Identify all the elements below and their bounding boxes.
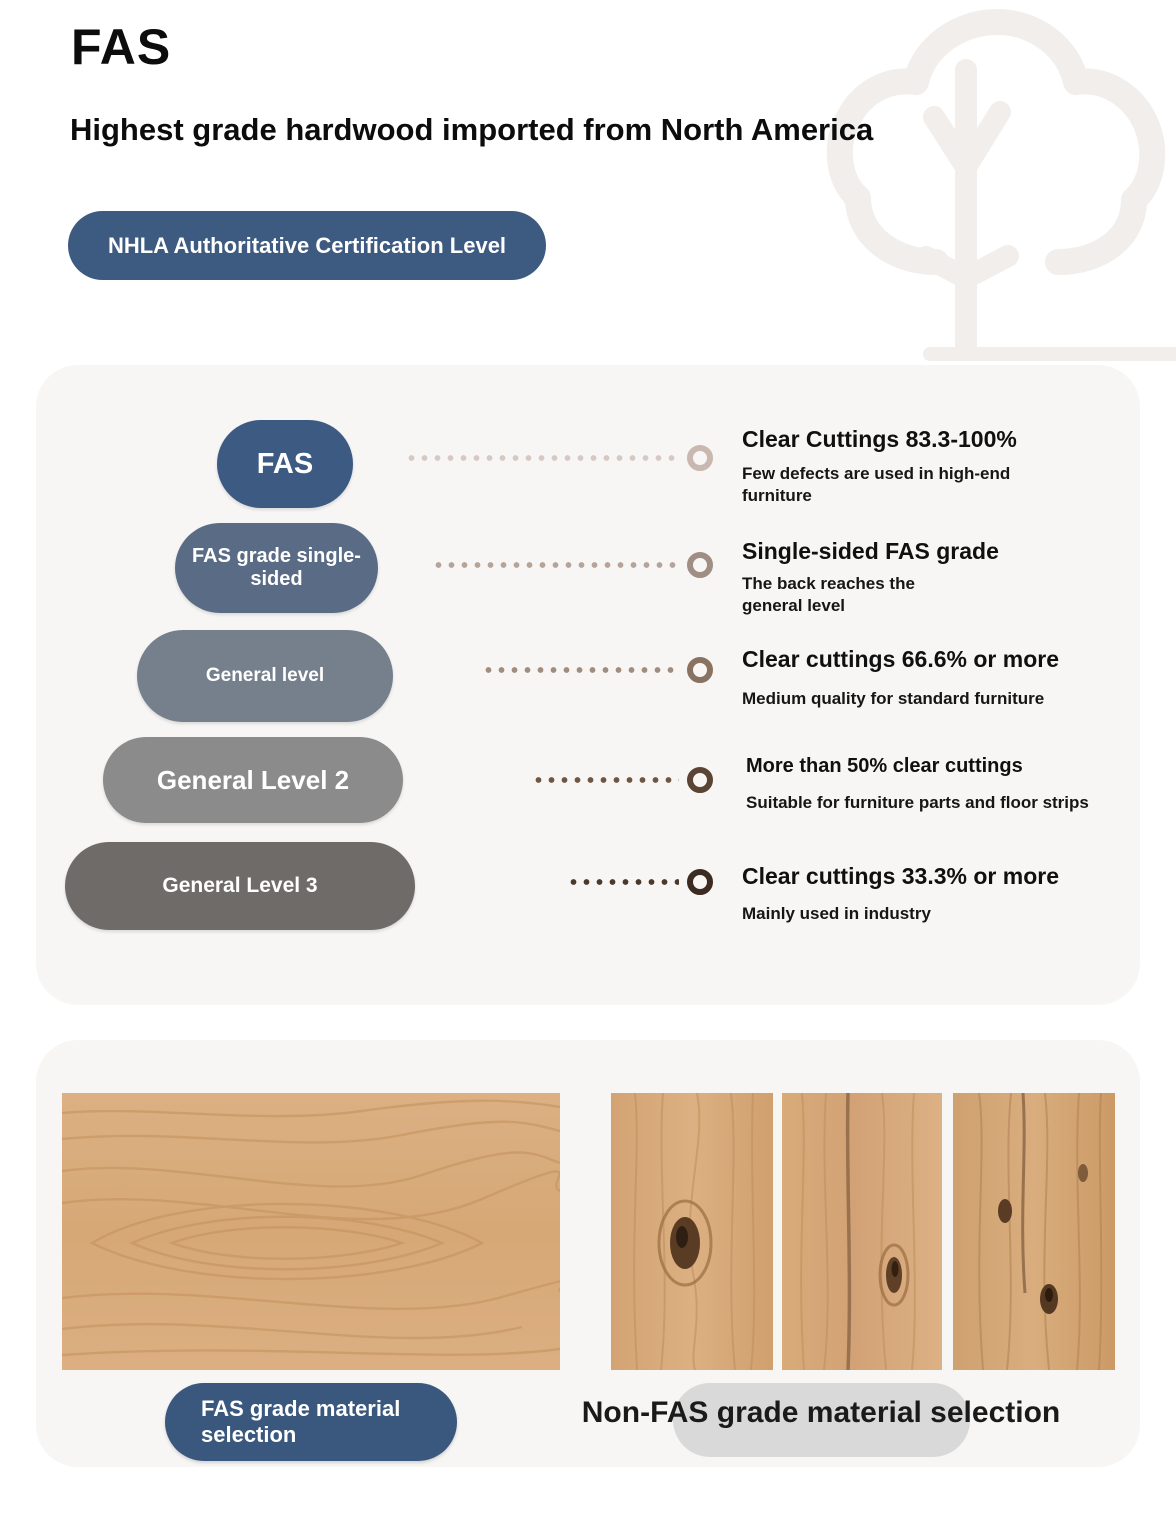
dotted-connector	[482, 657, 713, 683]
non-fas-material-label: Non-FAS grade material selection	[581, 1396, 1061, 1429]
grade-info	[742, 426, 1176, 507]
nhla-certification-badge-label: NHLA Authoritative Certification Level	[107, 232, 507, 258]
grade-heading: Clear cuttings 66.6% or more	[742, 646, 1059, 672]
dotted-connector	[567, 869, 713, 895]
grade-description: Few defects are used in high-end furniture	[742, 464, 1011, 505]
non-fas-wood-sample-2	[782, 1093, 942, 1370]
hollow-circle-icon	[687, 657, 713, 683]
non-fas-wood-sample-1	[611, 1093, 773, 1370]
hollow-circle-icon	[687, 552, 713, 578]
dotted-line	[532, 777, 679, 783]
page-title: FAS	[71, 19, 172, 75]
grade-heading: More than 50% clear cuttings	[746, 755, 1023, 777]
dotted-line	[405, 455, 679, 461]
grade-pill-general-level	[137, 630, 393, 722]
grade-description: Suitable for furniture parts and floor strips	[746, 793, 1089, 812]
tree-watermark-icon	[818, 0, 1176, 368]
grade-heading: Clear Cuttings 83.3-100%	[742, 426, 1017, 452]
grade-description: Medium quality for standard furniture	[742, 689, 1045, 708]
grade-pill-label: FAS	[256, 447, 314, 480]
grade-info	[742, 538, 1176, 617]
fas-material-pill	[165, 1383, 457, 1461]
dotted-line	[567, 879, 679, 885]
grade-heading: Clear cuttings 33.3% or more	[742, 863, 1059, 889]
hollow-circle-icon	[687, 445, 713, 471]
grade-description: Mainly used in industry	[742, 904, 931, 923]
dotted-connector	[432, 552, 713, 578]
grade-info	[742, 755, 1176, 814]
material-selection-card	[36, 1040, 1140, 1467]
fas-material-label: FAS grade material selection	[201, 1396, 401, 1447]
grade-pill-general-level-2	[103, 737, 403, 823]
grade-pill-label: General Level 2	[156, 764, 350, 795]
dotted-connector	[405, 445, 713, 471]
grade-pill-label: FAS grade single-sided	[192, 545, 361, 590]
page-subtitle: Highest grade hardwood imported from North America	[70, 112, 874, 147]
grade-pill-label: General level	[205, 665, 325, 686]
grade-pill-label: General Level 3	[162, 874, 318, 897]
grade-pill-fas-single-sided	[175, 523, 378, 613]
grade-info	[742, 646, 1176, 710]
nhla-certification-badge	[68, 211, 546, 280]
fas-wood-sample-image	[62, 1093, 560, 1370]
grade-pill-fas	[217, 420, 353, 508]
grade-info	[742, 863, 1176, 925]
grade-heading: Single-sided FAS grade	[742, 538, 999, 564]
hollow-circle-icon	[687, 869, 713, 895]
grade-pill-general-level-3	[65, 842, 415, 930]
grade-pyramid-card	[36, 365, 1140, 1005]
non-fas-wood-sample-3	[953, 1093, 1115, 1370]
dotted-line	[482, 667, 679, 673]
dotted-connector	[532, 767, 713, 793]
grade-description: The back reaches the general level	[742, 574, 915, 615]
dotted-line	[432, 562, 679, 568]
hollow-circle-icon	[687, 767, 713, 793]
